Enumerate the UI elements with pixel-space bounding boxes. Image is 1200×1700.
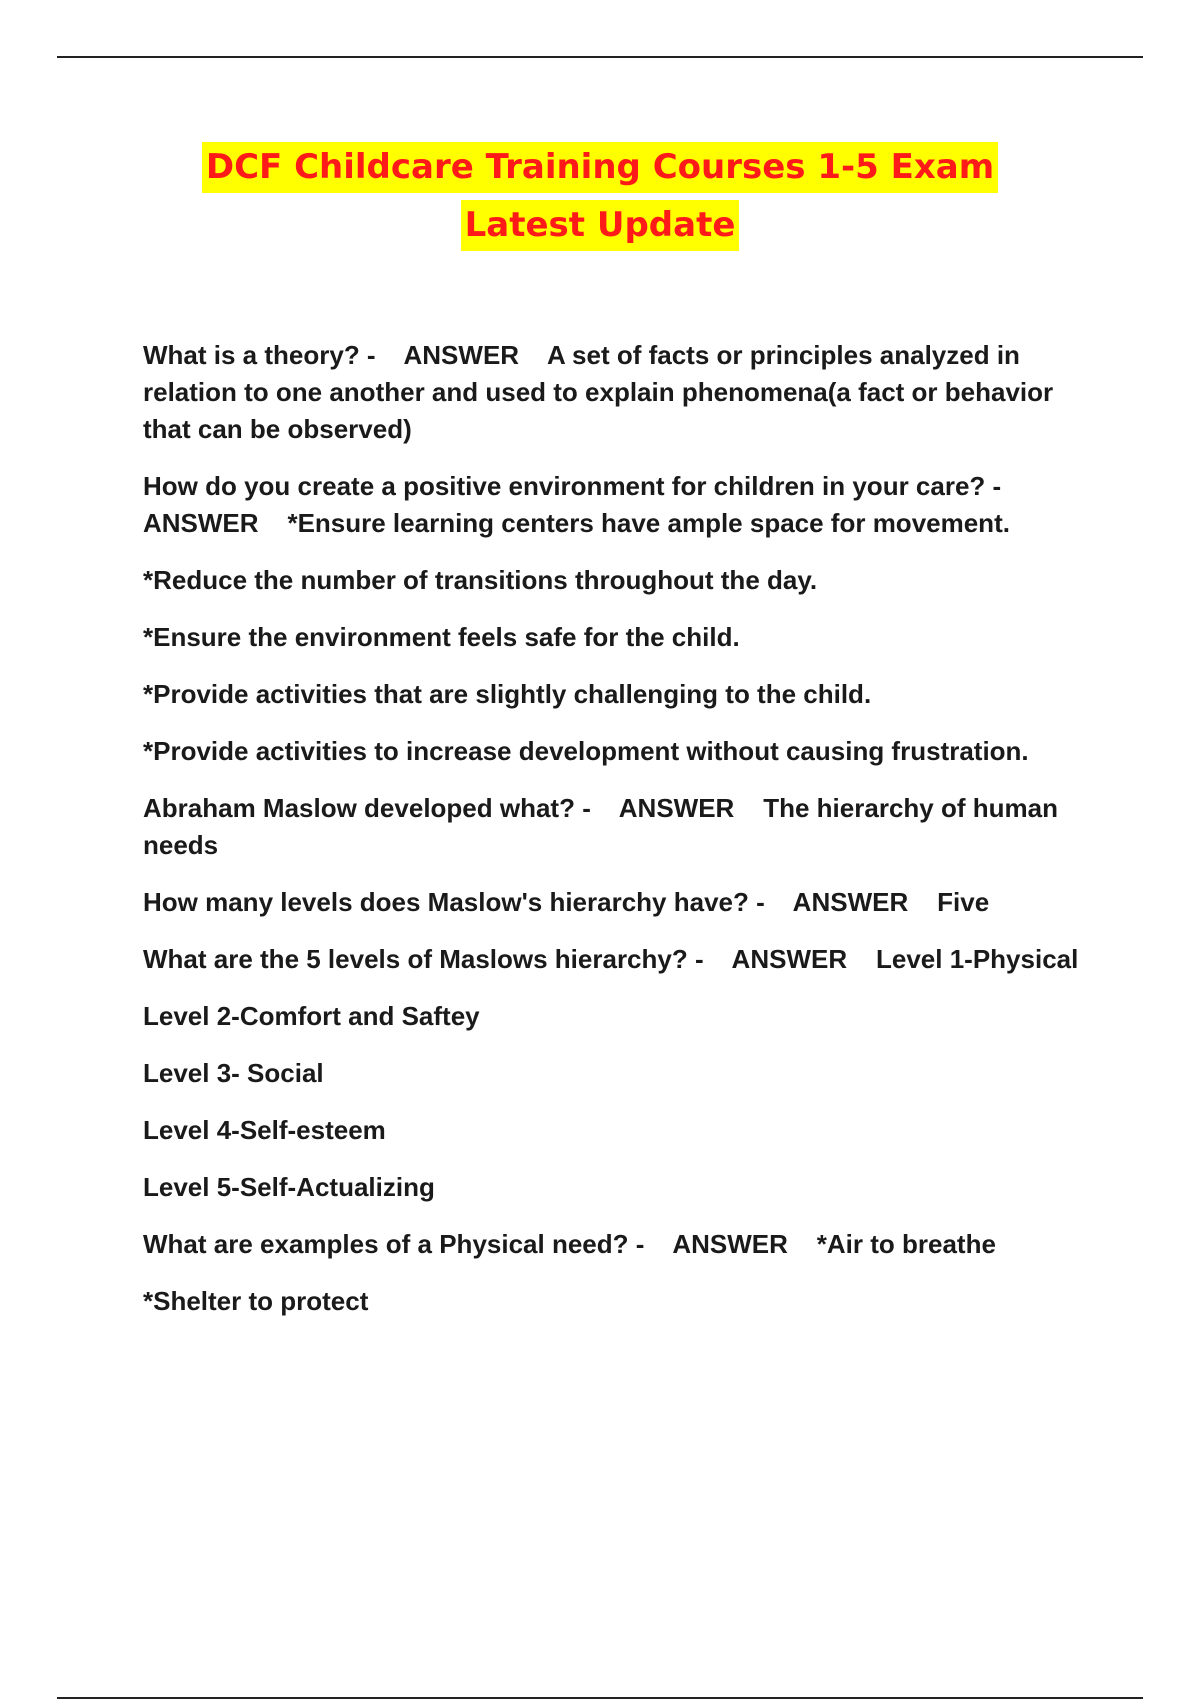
answer-item: *Shelter to protect bbox=[143, 1286, 369, 1316]
answer-item: *Provide activities to increase development without causing frustration. bbox=[143, 736, 1029, 766]
qa-paragraph: What are the 5 levels of Maslows hierarchy? - ANSWER Level 1-Physical bbox=[143, 944, 1079, 974]
bottom-divider bbox=[57, 1697, 1143, 1699]
answer-item: Level 4-Self-esteem bbox=[143, 1115, 386, 1145]
qa-paragraph: How many levels does Maslow's hierarchy have? - ANSWER Five bbox=[143, 887, 990, 917]
answer-item: *Reduce the number of transitions throughout the day. bbox=[143, 565, 818, 595]
document-body bbox=[143, 337, 1103, 1340]
answer-item: Level 3- Social bbox=[143, 1058, 324, 1088]
qa-paragraph: What are examples of a Physical need? - ANSWER *Air to breathe bbox=[143, 1229, 996, 1259]
answer-item: *Ensure the environment feels safe for the child. bbox=[143, 622, 740, 652]
top-divider bbox=[57, 56, 1143, 58]
answer-item: *Provide activities that are slightly challenging to the child. bbox=[143, 679, 872, 709]
qa-paragraph: How do you create a positive environment for children in your care? - ANSWER *Ensure learning centers have ample space for movement. bbox=[143, 471, 1010, 538]
document-title bbox=[0, 142, 1200, 258]
qa-paragraph: Abraham Maslow developed what? - ANSWER The hierarchy of human needs bbox=[143, 793, 1066, 860]
answer-item: Level 2-Comfort and Saftey bbox=[143, 1001, 480, 1031]
title-line-2: Latest Update bbox=[461, 200, 740, 251]
qa-paragraph: What is a theory? - ANSWER A set of facts or principles analyzed in relation to one another and used to explain phenomena(a fact or behavior that can be observed) bbox=[143, 340, 1061, 444]
answer-item: Level 5-Self-Actualizing bbox=[143, 1172, 435, 1202]
title-line-1: DCF Childcare Training Courses 1-5 Exam bbox=[202, 142, 998, 193]
